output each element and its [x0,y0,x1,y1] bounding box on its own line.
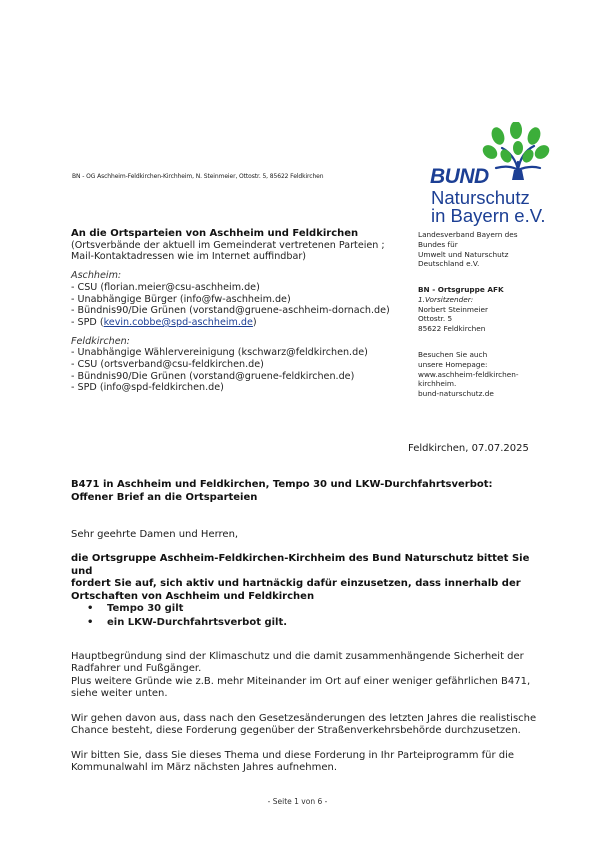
page-footer: - Seite 1 von 6 - [267,797,328,806]
paragraph-line: Kommunalwahl im März nächsten Jahres aufnehmen. [71,762,338,774]
recipients-subtitle-line: (Ortsverbände der aktuell im Gemeinderat vertretenen Parteien ; [71,239,385,251]
sidebar-org [418,230,518,269]
sidebar-org-line: Bundes für [418,239,458,249]
sidebar-org-line: Umwelt und Naturschutz [418,249,509,259]
list-item [87,616,287,630]
sender-line: BN - OG Aschheim-Feldkirchen-Kirchheim, N. Steinmeier, Ottostr. 5, 85622 Feldkirchen [72,173,324,180]
paragraph-line: siehe weiter unten. [71,688,168,700]
list-item-text: ein LKW-Durchfahrtsverbot gilt. [107,617,288,628]
sidebar-group-title: BN - Ortsgruppe AFK [418,285,504,294]
recipient-line-spd-aschheim [71,317,390,329]
recipients-title: An die Ortsparteien von Aschheim und Feldkirchen [71,228,359,239]
sidebar-homepage [418,350,519,399]
recipient-line: - Bündnis90/Die Grünen (vorstand@gruene-aschheim-dornach.de) [71,305,390,317]
sidebar-address-line: Norbert Steinmeier [418,304,488,314]
sidebar-address-line: Ottostr. 5 [418,314,453,324]
lead-line: die Ortsgruppe Aschheim-Feldkirchen-Kirchheim des Bund Naturschutz bittet Sie und [71,553,530,577]
paragraph-chance [71,713,541,738]
sidebar-role: 1.Vorsitzender: [418,294,474,304]
paragraph-line: Radfahrer und Fußgänger. [71,663,202,675]
paragraph-reasons [71,651,541,701]
list-item [87,602,287,616]
recipients-block [71,228,390,394]
lead-line: Ortschaften von Aschheim und Feldkirchen [71,590,315,602]
feldkirchen-label: Feldkirchen: [71,335,130,347]
paragraph-line: Hauptbegründung sind der Klimaschutz und die damit zusammenhängende Sicherheit der [71,651,524,662]
recipient-line: - CSU (florian.meier@csu-aschheim.de) [71,281,260,293]
sidebar-homepage-line: Besuchen Sie auch [418,350,488,359]
bullet-icon: • [87,617,94,628]
paragraph-line: Plus weitere Gründe wie z.B. mehr Miteinander im Ort auf einer weniger gefährlichen B471, [71,675,531,687]
sidebar-homepage-line: kirchheim. [418,379,457,389]
paragraph-line: Wir gehen davon aus, dass nach den Gesetzesänderungen des letzten Jahres die realistische [71,713,537,724]
sidebar-org-line: Deutschland e.V. [418,259,480,269]
letter-subject [71,479,493,504]
recipient-line: - SPD (info@spd-feldkirchen.de) [71,382,224,394]
sidebar-org-line: Landesverband Bayern des [418,230,518,239]
lead-line: fordert Sie auf, sich aktiv und hartnäckig dafür einzusetzen, dass innerhalb der [71,578,521,589]
logo-bund-wordmark: BUND [430,165,489,188]
list-item-text: Tempo 30 gilt [107,603,184,614]
sidebar-homepage-line: www.aschheim-feldkirchen- [418,369,519,379]
recipient-line: - Bündnis90/Die Grünen (vorstand@gruene-feldkirchen.de) [71,370,355,382]
aschheim-label: Aschheim: [71,270,122,282]
lead-paragraph [71,553,531,603]
recipient-line: - Unabhängige Bürger (info@fw-aschheim.de) [71,293,291,305]
paragraph-line: Wir bitten Sie, dass Sie dieses Thema und diese Forderung in Ihr Parteiprogramm für die [71,750,515,761]
demand-list [87,602,287,630]
sidebar-homepage-line: bund-naturschutz.de [418,389,494,399]
greeting: Sehr geehrte Damen und Herren, [71,529,239,540]
recipient-line: - CSU (ortsverband@csu-feldkirchen.de) [71,359,264,371]
paragraph-line: Chance besteht, diese Forderung gegenüber der Straßenverkehrsbehörde durchzusetzen. [71,725,521,737]
spd-suffix: ) [252,316,257,328]
bullet-icon: • [87,603,94,614]
subject-line: Offener Brief an die Ortsparteien [71,491,258,503]
recipient-line: - Unabhängige Wählervereinigung (kschwarz@feldkirchen.de) [71,347,368,359]
spd-aschheim-email-link[interactable]: kevin.cobbe@spd-aschheim.de [103,316,253,328]
subject-line: B471 in Aschheim und Feldkirchen, Tempo 30 und LKW-Durchfahrtsverbot: [71,479,493,490]
sidebar-address-line: 85622 Feldkirchen [418,324,486,334]
logo-naturschutz-text: Naturschutz [431,187,530,208]
spd-prefix: - SPD ( [71,316,104,328]
paragraph-request [71,750,541,775]
sidebar-homepage-line: unsere Homepage: [418,359,488,369]
sidebar-contact [418,285,504,334]
logo-bayern-text: in Bayern e.V. [431,205,546,226]
letter-date: Feldkirchen, 07.07.2025 [408,443,529,454]
recipients-subtitle-line: Mail-Kontaktadressen wie im Internet auffindbar) [71,251,307,263]
